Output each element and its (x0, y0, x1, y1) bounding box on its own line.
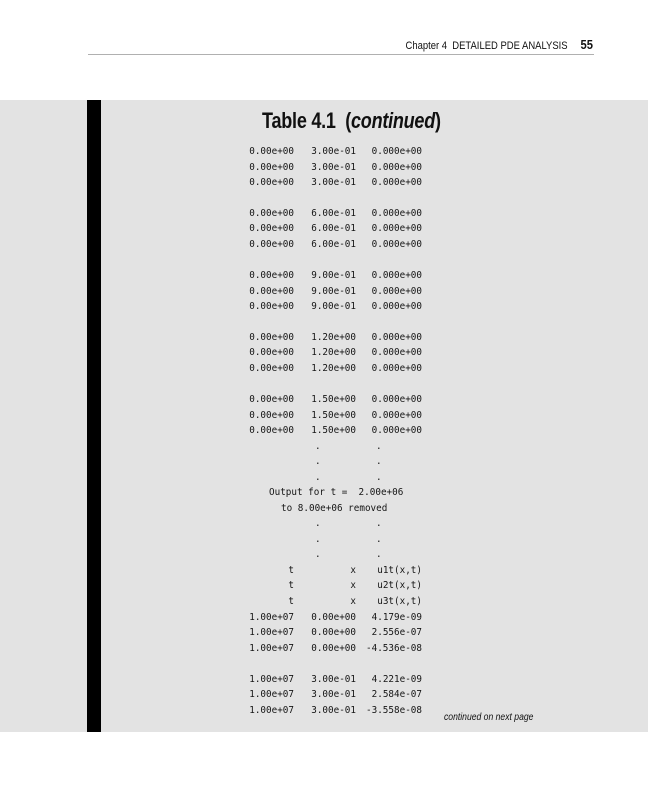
cell-x: 6.00e-01 (311, 239, 356, 250)
ellipsis-row (0, 532, 648, 547)
ellipsis-row (0, 454, 648, 469)
header-u: u3t(x,t) (377, 596, 422, 607)
cell-u: 0.000e+00 (371, 363, 422, 374)
ellipsis-row (0, 516, 648, 531)
ellipsis-dot: . (376, 518, 382, 529)
cell-t: 0.00e+00 (249, 425, 294, 436)
cell-u: 0.000e+00 (371, 208, 422, 219)
ellipsis-row (0, 547, 648, 562)
chapter-label: Chapter 4 (405, 40, 448, 52)
table-row (0, 361, 648, 376)
ellipsis-row (0, 470, 648, 485)
table-row (0, 299, 648, 314)
cell-u: 0.000e+00 (371, 223, 422, 234)
cell-u: 0.000e+00 (371, 347, 422, 358)
cell-u: -4.536e-08 (366, 643, 422, 654)
table-header-row (0, 578, 648, 593)
ellipsis-dot: . (315, 518, 321, 529)
header-u: u1t(x,t) (377, 565, 422, 576)
table-title-paren-open: ( (345, 108, 352, 133)
cell-u: 0.000e+00 (371, 410, 422, 421)
cell-t: 1.00e+07 (249, 689, 294, 700)
cell-t: 0.00e+00 (249, 301, 294, 312)
cell-x: 3.00e-01 (311, 705, 356, 716)
cell-x: 1.20e+00 (311, 347, 356, 358)
cell-t: 1.00e+07 (249, 627, 294, 638)
cell-t: 0.00e+00 (249, 162, 294, 173)
cell-x: 6.00e-01 (311, 223, 356, 234)
ellipsis-dot: . (376, 549, 382, 560)
cell-x: 3.00e-01 (311, 162, 356, 173)
cell-x: 3.00e-01 (311, 674, 356, 685)
table-row (0, 206, 648, 221)
table-row (0, 392, 648, 407)
cell-t: 0.00e+00 (249, 223, 294, 234)
header-t: t (288, 580, 294, 591)
header-t: t (288, 596, 294, 607)
cell-t: 0.00e+00 (249, 363, 294, 374)
section-title: DETAILED PDE ANALYSIS (452, 40, 568, 52)
ellipsis-dot: . (376, 472, 382, 483)
cell-u: 2.584e-07 (371, 689, 422, 700)
ellipsis-row (0, 439, 648, 454)
ellipsis-dot: . (376, 534, 382, 545)
table-row (0, 345, 648, 360)
running-head (83, 37, 593, 52)
removed-note-line (0, 501, 648, 516)
cell-u: 0.000e+00 (371, 239, 422, 250)
cell-x: 3.00e-01 (311, 146, 356, 157)
cell-t: 0.00e+00 (249, 347, 294, 358)
cell-u: 0.000e+00 (371, 146, 422, 157)
cell-x: 0.00e+00 (311, 643, 356, 654)
table-row (0, 687, 648, 702)
ellipsis-dot: . (376, 456, 382, 467)
cell-t: 0.00e+00 (249, 208, 294, 219)
header-x: x (350, 596, 356, 607)
table-row (0, 175, 648, 190)
table-title-continued: continued (351, 108, 435, 133)
header-t: t (288, 565, 294, 576)
cell-t: 0.00e+00 (249, 394, 294, 405)
table-row (0, 610, 648, 625)
cell-u: 0.000e+00 (371, 162, 422, 173)
continued-note: continued on next page (444, 712, 534, 723)
cell-t: 0.00e+00 (249, 177, 294, 188)
page-number: 55 (580, 37, 593, 52)
cell-x: 3.00e-01 (311, 689, 356, 700)
cell-x: 9.00e-01 (311, 270, 356, 281)
table-row (0, 221, 648, 236)
cell-u: 2.556e-07 (371, 627, 422, 638)
cell-u: 0.000e+00 (371, 286, 422, 297)
cell-x: 1.50e+00 (311, 394, 356, 405)
cell-u: -3.558e-08 (366, 705, 422, 716)
ellipsis-dot: . (315, 441, 321, 452)
table-row (0, 160, 648, 175)
table-title-prefix: Table 4.1 (262, 108, 336, 133)
cell-u: 0.000e+00 (371, 332, 422, 343)
cell-t: 1.00e+07 (249, 643, 294, 654)
header-rule (88, 54, 594, 55)
cell-x: 9.00e-01 (311, 301, 356, 312)
table-panel (0, 100, 648, 732)
cell-x: 0.00e+00 (311, 612, 356, 623)
cell-t: 1.00e+07 (249, 612, 294, 623)
cell-x: 1.50e+00 (311, 425, 356, 436)
cell-t: 0.00e+00 (249, 146, 294, 157)
cell-x: 1.20e+00 (311, 332, 356, 343)
cell-t: 0.00e+00 (249, 410, 294, 421)
removed-note-text: to 8.00e+06 removed (281, 503, 388, 514)
ellipsis-dot: . (315, 456, 321, 467)
cell-x: 9.00e-01 (311, 286, 356, 297)
cell-u: 0.000e+00 (371, 177, 422, 188)
cell-t: 0.00e+00 (249, 332, 294, 343)
table-row (0, 703, 648, 718)
cell-x: 0.00e+00 (311, 627, 356, 638)
table-row (0, 330, 648, 345)
table-row (0, 237, 648, 252)
table-row (0, 625, 648, 640)
cell-t: 0.00e+00 (249, 270, 294, 281)
cell-t: 1.00e+07 (249, 674, 294, 685)
table-row (0, 268, 648, 283)
cell-u: 0.000e+00 (371, 270, 422, 281)
ellipsis-dot: . (376, 441, 382, 452)
header-u: u2t(x,t) (377, 580, 422, 591)
table-row (0, 423, 648, 438)
header-x: x (350, 565, 356, 576)
table-row (0, 641, 648, 656)
cell-u: 0.000e+00 (371, 301, 422, 312)
cell-x: 3.00e-01 (311, 177, 356, 188)
table-header-row (0, 594, 648, 609)
table-row (0, 144, 648, 159)
cell-u: 0.000e+00 (371, 425, 422, 436)
table-row (0, 284, 648, 299)
cell-u: 0.000e+00 (371, 394, 422, 405)
cell-x: 6.00e-01 (311, 208, 356, 219)
removed-note-text: Output for t = 2.00e+06 (269, 487, 404, 498)
header-x: x (350, 580, 356, 591)
table-row (0, 672, 648, 687)
cell-u: 4.179e-09 (371, 612, 422, 623)
removed-note-line (0, 485, 648, 500)
ellipsis-dot: . (315, 549, 321, 560)
table-body (0, 100, 648, 732)
cell-u: 4.221e-09 (371, 674, 422, 685)
ellipsis-dot: . (315, 534, 321, 545)
cell-t: 0.00e+00 (249, 239, 294, 250)
table-row (0, 408, 648, 423)
table-title-paren-close: ) (434, 108, 441, 133)
table-header-row (0, 563, 648, 578)
ellipsis-dot: . (315, 472, 321, 483)
cell-t: 1.00e+07 (249, 705, 294, 716)
cell-x: 1.50e+00 (311, 410, 356, 421)
cell-x: 1.20e+00 (311, 363, 356, 374)
cell-t: 0.00e+00 (249, 286, 294, 297)
